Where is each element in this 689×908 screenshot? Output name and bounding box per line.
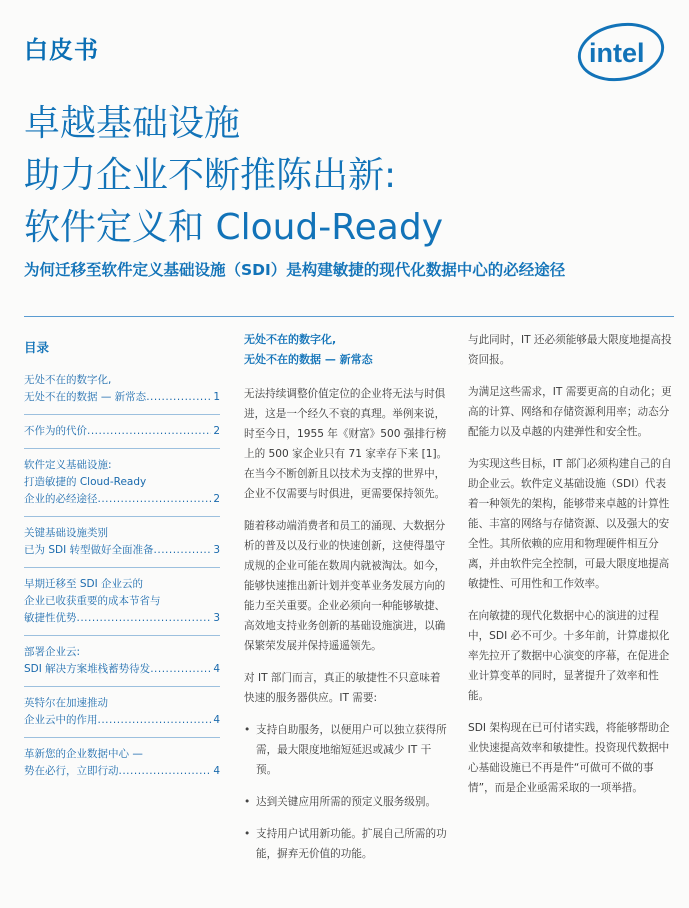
list-item: • 支持用户试用新功能。扩展自己所需的功能，摒弃无价值的功能。 xyxy=(244,824,450,864)
toc-page-number: 2 xyxy=(213,493,220,505)
toc-item-entry xyxy=(24,423,220,440)
toc-leader-dots xyxy=(146,389,211,406)
list-item: • 支持自助服务，以便用户可以独立获得所需，最大限度地缩短延迟或减少 IT 干预。 xyxy=(244,720,450,780)
toc-leader-dots xyxy=(150,661,211,678)
paragraph: 为实现这些目标，IT 部门必须构建自己的自助企业云。软件定义基础设施（SDI）代表着一种领先的架构，能够带来卓越的计算性能、丰富的网络与存储资源、以及强大的安全性。其所依赖的应用和物理硬件相互分离，并由软件完全控制，可最大限度地提高敏捷性、可用性和工作效率。 xyxy=(468,458,672,590)
toc-list xyxy=(24,372,220,788)
content-column-right xyxy=(468,330,674,810)
toc-item-label: 无处不在的数据 — 新常态 xyxy=(24,391,147,403)
toc-item-label: 势在必行，立即行动 xyxy=(24,765,119,777)
toc-item-label: 不作为的代价 xyxy=(24,425,87,437)
toc-item-line: 早期迁移至 SDI 企业云的 xyxy=(24,578,144,590)
toc-item[interactable] xyxy=(24,372,220,415)
toc-item-line: 英特尔在加速推动 xyxy=(24,697,108,709)
toc-item-line: 无处不在的数字化, xyxy=(24,374,112,386)
intel-logo xyxy=(575,14,665,86)
paragraph: 随着移动端消费者和员工的涌现、大数据分析的普及以及行业的快速创新，这使得墨守成规的企业可能在数周内就被淘汰。如今，能够快速推出新计划并变革业务发展方向的能力至关重要。企业必须向一种能够敏捷、高效地支持业务创新的基础设施演进，以确保繁荣发展并保持遥遥领先。 xyxy=(244,520,446,652)
toc-page-number: 3 xyxy=(213,544,220,556)
toc-leader-dots xyxy=(87,423,211,440)
toc-item-label: 已为 SDI 转型做好全面准备 xyxy=(24,544,154,556)
toc-item-entry xyxy=(24,661,220,678)
toc-item-line: 企业已收获重要的成本节省与 xyxy=(24,595,161,607)
page-subtitle: 为何迁移至软件定义基础设施（SDI）是构建敏捷的现代化数据中心的必经途径 xyxy=(24,261,566,279)
paragraph: SDI 架构现在已可付诸实践，将能够帮助企业快速提高效率和敏捷性。投资现代数据中心基础设施已不再是件“可做可不做的事情”，而是企业亟需采取的一项举措。 xyxy=(468,722,670,794)
section-divider xyxy=(24,316,674,317)
toc-item-entry xyxy=(24,763,220,780)
section-heading xyxy=(244,330,450,370)
toc-item-line: 部署企业云: xyxy=(24,646,81,658)
toc-item[interactable] xyxy=(24,746,220,788)
toc-item-entry xyxy=(24,491,220,508)
toc-item-line: 关键基础设施类别 xyxy=(24,527,108,539)
page-title xyxy=(24,98,664,254)
toc-item[interactable] xyxy=(24,644,220,687)
document-type-label: 白皮书 xyxy=(24,36,99,64)
list-item: • 达到关键应用所需的预定义服务级别。 xyxy=(244,792,450,812)
toc-item[interactable] xyxy=(24,457,220,517)
toc-page-number: 4 xyxy=(213,765,220,777)
toc-item[interactable] xyxy=(24,525,220,568)
toc-item-line: 革新您的企业数据中心 — xyxy=(24,748,143,760)
toc-page-number: 2 xyxy=(213,425,220,437)
toc-item-entry xyxy=(24,542,220,559)
toc-item[interactable] xyxy=(24,695,220,738)
toc-leader-dots xyxy=(154,542,212,559)
content-column-middle xyxy=(244,330,450,876)
paragraph: 无法持续调整价值定位的企业将无法与时俱进，这是一个经久不衰的真理。举例来说，时至今日，1955 年《财富》500 强排行榜上的 500 家企业只有 71 家幸存下来 [1]。在当今不断创新且以技术为支撑的世界中，企业不仅需要与时俱进，更需要保持领先。 xyxy=(244,388,448,500)
toc-item[interactable] xyxy=(24,576,220,636)
toc-item-entry xyxy=(24,712,220,729)
paragraph: 与此同时，IT 还必须能够最大限度地提高投资回报。 xyxy=(468,334,672,366)
toc-item-line: 软件定义基础设施: xyxy=(24,459,112,471)
toc-item-label: 企业云中的作用 xyxy=(24,714,98,726)
section-heading-line-2: 无处不在的数据 — 新常态 xyxy=(244,353,373,366)
section-heading-line-1: 无处不在的数字化, xyxy=(244,333,337,346)
toc-item-entry xyxy=(24,610,220,627)
toc-page-number: 4 xyxy=(213,714,220,726)
logo-wordmark: intel xyxy=(589,38,645,68)
toc-item-label: 企业的必经途径 xyxy=(24,493,98,505)
toc-page-number: 4 xyxy=(213,663,220,675)
toc-leader-dots xyxy=(77,610,212,627)
toc-page-number: 3 xyxy=(213,612,220,624)
table-of-contents xyxy=(24,338,220,796)
title-line-1: 卓越基础设施 xyxy=(24,103,241,144)
toc-leader-dots xyxy=(119,763,212,780)
paragraph: 为满足这些需求，IT 需要更高的自动化；更高的计算、网络和存储资源利用率；动态分配能力以及卓越的内建弹性和安全性。 xyxy=(468,386,672,438)
toc-item-label: SDI 解决方案堆栈蓄势待发 xyxy=(24,663,151,675)
toc-item-label: 敏捷性优势 xyxy=(24,612,77,624)
paragraph: 对 IT 部门而言，真正的敏捷性不只意味着快速的服务器供应。IT 需要: xyxy=(244,672,441,704)
toc-heading: 目录 xyxy=(24,340,50,355)
toc-leader-dots xyxy=(98,491,212,508)
toc-item-entry xyxy=(24,389,220,406)
title-line-2: 助力企业不断推陈出新: xyxy=(24,155,397,196)
requirements-list xyxy=(244,720,450,864)
toc-item-line: 打造敏捷的 Cloud-Ready xyxy=(24,476,147,488)
toc-item[interactable] xyxy=(24,423,220,449)
toc-leader-dots xyxy=(98,712,212,729)
paragraph: 在向敏捷的现代化数据中心的演进的过程中，SDI 必不可少。十多年前，计算虚拟化率先拉开了数据中心演变的序幕，在促进企业计算变革的同时，显著提升了效率和性能。 xyxy=(468,610,670,702)
toc-page-number: 1 xyxy=(213,391,220,403)
title-line-3: 软件定义和 Cloud-Ready xyxy=(24,207,444,248)
